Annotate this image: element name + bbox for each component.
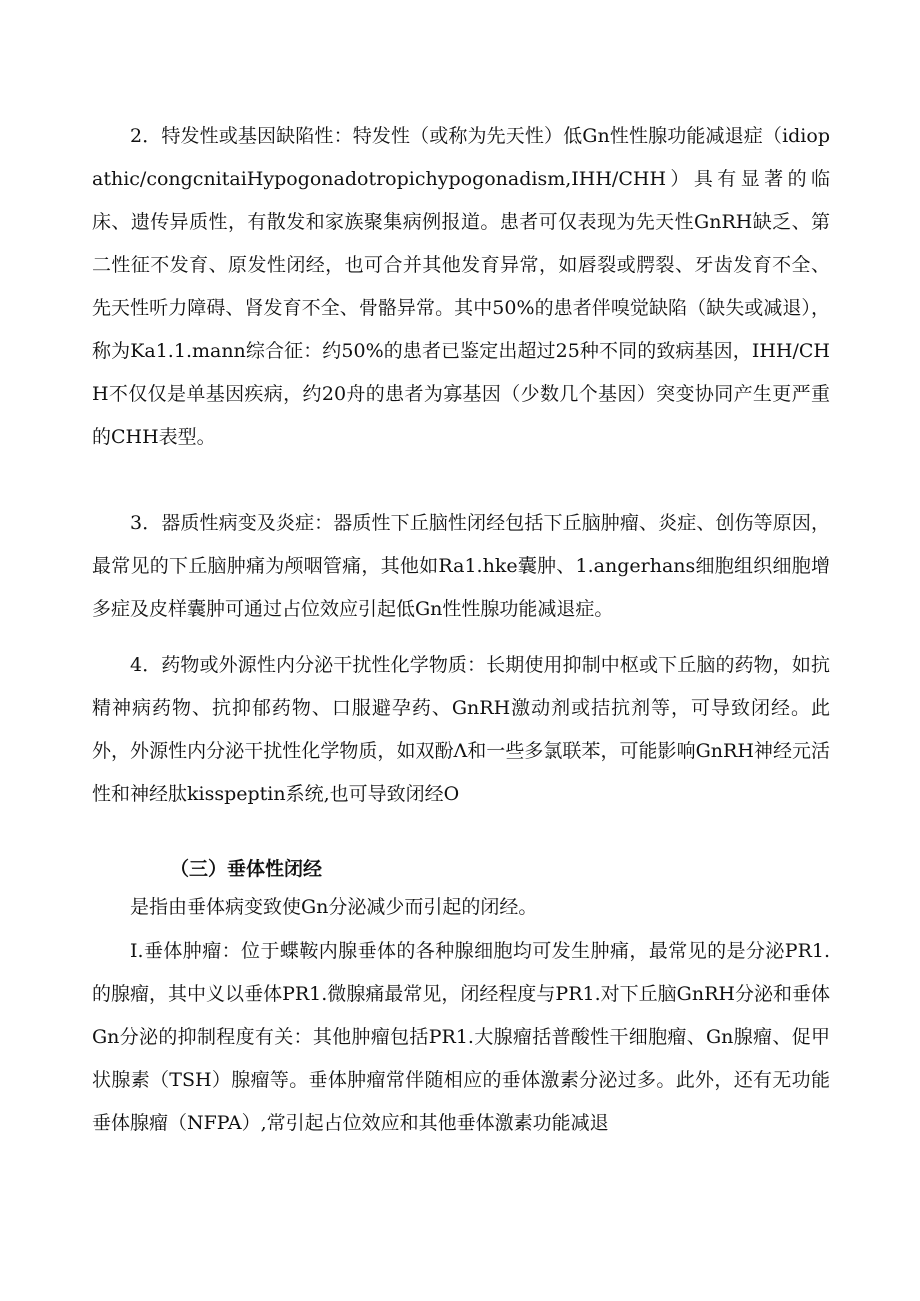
section-heading-pituitary: （三）垂体性闭经 xyxy=(170,858,323,880)
paragraph-pituitary-tumor: I.垂体肿瘤：位于蝶鞍内腺垂体的各种腺细胞均可发生肿痛，最常见的是分泌PR1.的腺瘤，其中义以垂体PR1.微腺痛最常见，闭经程度与PR1.对下丘脑GnRH分泌和垂体Gn分泌的抑制程度有关：其他肿瘤包括PR1.大腺瘤括普酸性干细胞瘤、Gn腺瘤、促甲状腺素（TSH）腺瘤等。垂体肿瘤常伴随相应的垂体激素分泌过多。此外，还有无功能垂体腺瘤（NFPA）,常引起占位效应和其他垂体激素功能减退 xyxy=(92,940,830,1134)
paragraph-drug-exogenous: 4．药物或外源性内分泌干扰性化学物质：长期使用抑制中枢或下丘脑的药物，如抗精神病药物、抗抑郁药物、口服避孕药、GnRH激动剂或拮抗剂等，可导致闭经。此外，外源性内分泌干扰性化学物质，如双酚Λ和一些多氯联苯，可能影响GnRH神经元活性和神经肽kisspeptin系统,也可导致闭经O xyxy=(92,654,830,805)
paragraph-idiopathic-genetic: 2．特发性或基因缺陷性：特发性（或称为先天性）低Gn性性腺功能减退症（idiopathic/congcnitaiHypogonadotropichypogonadism,IHH/CHH）具有显著的临床、遗传异质性，有散发和家族聚集病例报道。患者可仅表现为先天性GnRH缺乏、第二性征不发育、原发性闭经，也可合并其他发育异常，如唇裂或腭裂、牙齿发育不全、先天性听力障碍、肾发育不全、骨骼异常。其中50%的患者伴嗅觉缺陷（缺失或减退），称为Ka1.1.mann综合征：约50%的患者已鉴定出超过25种不同的致病基因，IHH/CHH不仅仅是单基因疾病，约20舟的患者为寡基因（少数几个基因）突变协同产生更严重的CHH表型。 xyxy=(92,125,830,448)
paragraph-pituitary-definition: 是指由垂体病变致使Gn分泌减少而引起的闭经。 xyxy=(130,896,538,918)
paragraph-organic-lesion: 3．器质性病变及炎症：器质性下丘脑性闭经包括下丘脑肿瘤、炎症、创伤等原因，最常见的下丘脑肿痛为颅咽管痛，其他如Ra1.hke囊肿、1.angerhans细胞组织细胞增多症及皮样囊肿可通过占位效应引起低Gn性性腺功能减退症。 xyxy=(92,512,830,620)
